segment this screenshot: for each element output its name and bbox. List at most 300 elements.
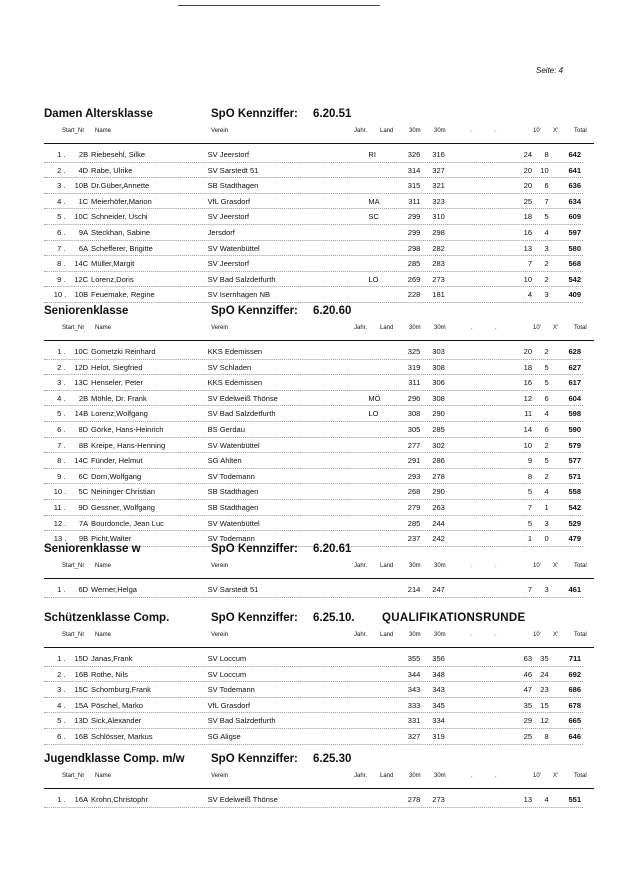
start-number: 16B <box>74 731 89 741</box>
rank: 1 . <box>57 347 66 356</box>
col-x: X' <box>553 773 559 779</box>
start-number: 14C <box>74 259 89 269</box>
col-name: Name <box>95 632 112 638</box>
tens-count: 18 <box>523 362 533 372</box>
tens-count: 7 <box>527 585 533 594</box>
start-number: 10B <box>74 290 89 300</box>
tens-count: 13 <box>523 243 533 253</box>
x-count: 3 <box>544 518 549 528</box>
club-name: SV Watenbüttel <box>207 243 260 253</box>
x-count: 8 <box>544 150 549 159</box>
table-row <box>44 241 583 257</box>
club-name: SV Todemann <box>207 534 255 544</box>
score-30m-1: 355 <box>407 654 421 663</box>
rank: 1 . <box>57 585 66 594</box>
athlete-name: Müller,Margit <box>91 259 135 269</box>
results-section <box>44 612 594 745</box>
start-number: 13D <box>74 716 89 726</box>
col-jahr: Jahr. <box>354 325 368 331</box>
section-title: Damen Altersklasse <box>44 108 153 120</box>
col-jahr: Jahr. <box>354 563 368 569</box>
tens-count: 8 <box>527 471 533 481</box>
score-30m-2: 343 <box>432 685 445 695</box>
start-number: 13C <box>74 378 89 388</box>
score-30m-1: 299 <box>407 212 421 222</box>
col-land: Land <box>380 563 394 569</box>
rank: 9 . <box>57 471 66 481</box>
athlete-name: Fünder, Helmut <box>91 456 143 466</box>
club-name: SV Jeerstorf <box>207 212 250 222</box>
score-30m-1: 277 <box>407 440 421 450</box>
col-x: X' <box>553 128 559 134</box>
table-row <box>44 438 583 454</box>
tens-count: 4 <box>527 290 533 300</box>
spo-code: 6.20.61 <box>313 543 352 555</box>
start-number: 6A <box>78 243 89 253</box>
col-total: Total <box>574 128 587 134</box>
score-30m-2: 286 <box>432 456 445 466</box>
score-30m-2: 310 <box>432 212 445 222</box>
start-number: 8B <box>78 440 89 450</box>
tens-count: 7 <box>527 259 533 269</box>
land-code: MA <box>368 196 380 206</box>
tens-count: 35 <box>523 700 533 710</box>
athlete-name: Rothe, Nils <box>91 669 128 679</box>
club-name: Jersdorf <box>207 227 235 237</box>
score-30m-2: 321 <box>432 181 445 191</box>
club-name: SB Stadthagen <box>207 181 259 191</box>
tens-count: 46 <box>523 669 533 679</box>
total-score: 609 <box>568 212 582 222</box>
section-header <box>44 305 594 323</box>
x-count: 12 <box>540 716 549 726</box>
start-number: 12D <box>74 362 89 372</box>
col-tens: 10' <box>533 128 541 134</box>
tens-count: 29 <box>523 716 533 726</box>
rank: 2 . <box>57 362 66 372</box>
athlete-name: Möhle, Dr. Frank <box>91 393 147 403</box>
section-header <box>44 612 594 630</box>
rank: 6 . <box>57 227 66 237</box>
x-count: 0 <box>544 534 549 544</box>
athlete-name: Werner,Helga <box>91 585 137 594</box>
score-30m-2: 345 <box>432 700 445 710</box>
section-title: Jugendklasse Comp. m/w <box>44 753 185 765</box>
score-30m-2: 242 <box>432 534 445 544</box>
column-header <box>44 128 594 140</box>
athlete-name: Kreipe, Hans-Henning <box>91 440 166 450</box>
x-count: 3 <box>544 585 549 594</box>
total-score: 634 <box>568 196 582 206</box>
x-count: 15 <box>540 700 549 710</box>
score-30m-2: 263 <box>432 502 445 512</box>
table-row <box>44 469 583 485</box>
col-total: Total <box>574 773 587 779</box>
rank: 9 . <box>57 274 66 284</box>
x-count: 2 <box>544 440 549 450</box>
club-name: SV Bad Salzdetfurth <box>207 274 276 284</box>
club-name: SV Bad Salzdetfurth <box>207 716 276 726</box>
col-dot-1: . <box>471 325 473 331</box>
tens-count: 47 <box>523 685 533 695</box>
total-score: 642 <box>568 150 582 159</box>
x-count: 1 <box>544 502 549 512</box>
x-count: 6 <box>544 181 549 191</box>
header-rule <box>44 578 594 579</box>
total-score: 636 <box>568 181 582 191</box>
start-number: 10C <box>74 347 89 356</box>
spo-label: SpO Kennziffer: <box>211 543 298 555</box>
col-30m-1: 30m <box>409 325 421 331</box>
score-30m-2: 247 <box>432 585 445 594</box>
score-30m-1: 343 <box>407 685 421 695</box>
club-name: SV Schladen <box>207 362 252 372</box>
col-dot-2: . <box>495 632 497 638</box>
score-30m-1: 308 <box>407 409 421 419</box>
rank: 2 . <box>57 669 66 679</box>
table-row <box>44 272 583 288</box>
score-30m-2: 290 <box>432 409 445 419</box>
col-x: X' <box>553 325 559 331</box>
col-verein: Verein <box>211 325 229 331</box>
x-count: 35 <box>540 654 549 663</box>
athlete-name: Schefferer, Brigitte <box>91 243 153 253</box>
table-row <box>44 194 583 210</box>
athlete-name: Steckhan, Sabine <box>91 227 151 237</box>
start-number: 9D <box>78 502 89 512</box>
score-30m-2: 298 <box>432 227 445 237</box>
tens-count: 24 <box>523 150 533 159</box>
score-30m-1: 311 <box>408 196 421 206</box>
tens-count: 14 <box>523 424 533 434</box>
total-score: 678 <box>568 700 582 710</box>
rank: 1 . <box>57 795 66 804</box>
table-row <box>44 667 583 683</box>
athlete-name: Krohn,Christophr <box>91 795 149 804</box>
score-30m-1: 319 <box>407 362 421 372</box>
spo-label: SpO Kennziffer: <box>211 305 298 317</box>
total-score: 461 <box>568 585 582 594</box>
start-number: 15D <box>74 654 89 663</box>
col-30m-2: 30m <box>434 128 446 134</box>
col-jahr: Jahr. <box>354 632 368 638</box>
score-30m-1: 296 <box>407 393 421 403</box>
x-count: 24 <box>540 669 549 679</box>
start-number: 15C <box>74 685 89 695</box>
table-row <box>44 484 583 500</box>
score-30m-1: 314 <box>407 165 421 175</box>
total-score: 558 <box>568 487 582 497</box>
total-score: 590 <box>568 424 582 434</box>
score-30m-2: 244 <box>432 518 445 528</box>
col-tens: 10' <box>533 563 541 569</box>
col-land: Land <box>380 773 394 779</box>
start-number: 1C <box>78 196 89 206</box>
total-score: 571 <box>568 471 582 481</box>
table-row <box>44 163 583 179</box>
score-30m-2: 273 <box>432 795 445 804</box>
table-row <box>44 287 583 303</box>
score-30m-1: 327 <box>407 731 421 741</box>
section-header <box>44 543 594 561</box>
header-rule <box>44 788 594 789</box>
col-x: X' <box>553 632 559 638</box>
col-dot-1: . <box>471 773 473 779</box>
col-30m-1: 30m <box>409 773 421 779</box>
col-30m-2: 30m <box>434 632 446 638</box>
score-30m-1: 278 <box>407 795 421 804</box>
section-header <box>44 108 594 126</box>
land-code: LO <box>368 274 379 284</box>
score-30m-2: 327 <box>432 165 445 175</box>
club-name: SG Ahlten <box>207 456 242 466</box>
club-name: SG Aligse <box>207 731 241 741</box>
club-name: BS Gerdau <box>207 424 245 434</box>
athlete-name: Picht,Walter <box>91 534 132 544</box>
score-30m-1: 279 <box>407 502 421 512</box>
tens-count: 9 <box>527 456 533 466</box>
total-score: 628 <box>568 347 582 356</box>
col-x: X' <box>553 563 559 569</box>
col-30m-2: 30m <box>434 325 446 331</box>
col-name: Name <box>95 325 112 331</box>
total-score: 542 <box>568 502 582 512</box>
col-tens: 10' <box>533 773 541 779</box>
col-30m-1: 30m <box>409 128 421 134</box>
x-count: 5 <box>544 456 549 466</box>
col-start-nr: Start_Nr <box>62 128 85 134</box>
club-name: VfL Grasdorf <box>207 700 251 710</box>
club-name: SV Edelweiß Thönse <box>207 795 278 804</box>
results-section <box>44 753 594 808</box>
athlete-name: Feuemake, Regine <box>91 290 155 300</box>
score-30m-1: 333 <box>407 700 421 710</box>
col-total: Total <box>574 563 587 569</box>
athlete-name: Görke, Hans-Heinrich <box>91 424 164 434</box>
x-count: 5 <box>544 362 549 372</box>
section-title: Seniorenklasse w <box>44 543 141 555</box>
column-header <box>44 563 594 575</box>
start-number: 2B <box>78 150 89 159</box>
rank: 2 . <box>57 165 66 175</box>
score-30m-1: 326 <box>407 150 421 159</box>
tens-count: 5 <box>527 518 533 528</box>
score-30m-1: 237 <box>407 534 421 544</box>
athlete-name: Helot, Siegfried <box>91 362 143 372</box>
section-header <box>44 753 594 771</box>
col-land: Land <box>380 325 394 331</box>
score-30m-2: 303 <box>432 347 445 356</box>
tens-count: 16 <box>523 378 533 388</box>
x-count: 6 <box>544 393 549 403</box>
spo-label: SpO Kennziffer: <box>211 753 298 765</box>
col-tens: 10' <box>533 325 541 331</box>
x-count: 8 <box>544 731 549 741</box>
rank: 4 . <box>57 700 66 710</box>
club-name: SB Stadthagen <box>207 487 259 497</box>
col-30m-1: 30m <box>409 563 421 569</box>
table-row <box>44 391 583 407</box>
col-total: Total <box>574 325 587 331</box>
rank: 4 . <box>57 393 66 403</box>
col-dot-2: . <box>495 325 497 331</box>
rank: 13 . <box>53 534 67 544</box>
athlete-name: Schneider, Uschi <box>91 212 148 222</box>
total-score: 542 <box>568 274 582 284</box>
x-count: 7 <box>544 196 549 206</box>
rank: 11 . <box>53 502 66 512</box>
table-row <box>44 500 583 516</box>
col-start-nr: Start_Nr <box>62 563 85 569</box>
total-score: 604 <box>568 393 582 403</box>
tens-count: 10 <box>523 440 533 450</box>
table-row <box>44 422 583 438</box>
rank: 6 . <box>57 731 66 741</box>
total-score: 711 <box>568 654 582 663</box>
rank: 3 . <box>57 181 66 191</box>
col-total: Total <box>574 632 587 638</box>
section-title: Seniorenklasse <box>44 305 129 317</box>
start-number: 9B <box>78 534 89 544</box>
score-30m-1: 344 <box>407 669 421 679</box>
start-number: 9A <box>78 227 89 237</box>
rank: 10 . <box>53 290 67 300</box>
tens-count: 20 <box>523 165 533 175</box>
section-title: Schützenklasse Comp. <box>44 612 170 624</box>
club-name: SV Loccum <box>207 669 247 679</box>
total-score: 409 <box>568 290 582 300</box>
col-start-nr: Start_Nr <box>62 632 85 638</box>
col-verein: Verein <box>211 632 229 638</box>
score-30m-1: 311 <box>408 378 421 388</box>
col-dot-2: . <box>495 563 497 569</box>
col-dot-2: . <box>495 128 497 134</box>
table-row <box>44 147 583 163</box>
score-30m-2: 306 <box>432 378 445 388</box>
athlete-name: Dorn,Wolfgang <box>91 471 142 481</box>
rank: 10 . <box>53 487 67 497</box>
header-rule <box>44 143 594 144</box>
column-header <box>44 773 594 785</box>
x-count: 2 <box>544 347 549 356</box>
rank: 7 . <box>57 440 66 450</box>
club-name: SV Isernhagen NB <box>207 290 271 300</box>
athlete-name: Meierhöfer,Marion <box>91 196 152 206</box>
tens-count: 18 <box>523 212 533 222</box>
tens-count: 20 <box>523 347 533 356</box>
start-number: 5C <box>78 487 89 497</box>
col-verein: Verein <box>211 773 229 779</box>
athlete-name: Henseler, Peter <box>91 378 143 388</box>
score-30m-1: 285 <box>407 259 421 269</box>
score-30m-2: 319 <box>432 731 445 741</box>
tens-count: 25 <box>523 731 533 741</box>
spo-code: 6.20.51 <box>313 108 352 120</box>
club-name: SV Todemann <box>207 685 255 695</box>
total-score: 577 <box>568 456 582 466</box>
total-score: 597 <box>568 227 582 237</box>
total-score: 529 <box>568 518 582 528</box>
column-header <box>44 632 594 644</box>
header-rule <box>44 340 594 341</box>
land-code: SC <box>368 212 379 222</box>
col-name: Name <box>95 563 112 569</box>
athlete-name: Schomburg,Frank <box>91 685 151 695</box>
club-name: KKS Edemissen <box>207 378 263 388</box>
score-30m-2: 323 <box>432 196 445 206</box>
table-row <box>44 178 583 194</box>
total-score: 551 <box>568 795 582 804</box>
club-name: SV Sarstedt 51 <box>207 165 259 175</box>
athlete-name: Riebesehl, Silke <box>91 150 146 159</box>
table-row <box>44 225 583 241</box>
start-number: 2B <box>78 393 89 403</box>
table-row <box>44 651 583 667</box>
rank: 8 . <box>57 259 66 269</box>
tens-count: 7 <box>527 502 533 512</box>
rank: 7 . <box>57 243 66 253</box>
club-name: VfL Grasdorf <box>207 196 251 206</box>
rank: 8 . <box>57 456 66 466</box>
tens-count: 1 <box>527 534 533 544</box>
table-row <box>44 698 583 714</box>
start-number: 7A <box>78 518 89 528</box>
athlete-name: Schlösser, Markus <box>91 731 153 741</box>
total-score: 479 <box>568 534 582 544</box>
athlete-name: Rabe, Ulrike <box>91 165 133 175</box>
score-30m-1: 305 <box>407 424 421 434</box>
table-row <box>44 360 583 376</box>
x-count: 4 <box>544 227 549 237</box>
score-30m-2: 348 <box>432 669 445 679</box>
results-section <box>44 543 594 598</box>
start-number: 4D <box>78 165 89 175</box>
col-30m-2: 30m <box>434 563 446 569</box>
score-30m-1: 228 <box>407 290 421 300</box>
spo-label: SpO Kennziffer: <box>211 108 298 120</box>
athlete-name: Janas,Frank <box>91 654 133 663</box>
x-count: 4 <box>544 795 549 804</box>
athlete-name: Gometzki Reinhard <box>91 347 156 356</box>
score-30m-1: 293 <box>407 471 421 481</box>
spo-code: 6.25.10. <box>313 612 355 624</box>
top-rule <box>178 5 380 6</box>
land-code: RI <box>368 150 376 159</box>
x-count: 10 <box>540 165 549 175</box>
col-verein: Verein <box>211 563 229 569</box>
rank: 5 . <box>57 409 66 419</box>
land-code: LO <box>368 409 379 419</box>
table-row <box>44 516 583 532</box>
tens-count: 13 <box>523 795 533 804</box>
score-30m-1: 285 <box>407 518 421 528</box>
total-score: 579 <box>568 440 582 450</box>
table-row <box>44 406 583 422</box>
score-30m-1: 315 <box>407 181 421 191</box>
club-name: KKS Edemissen <box>207 347 263 356</box>
table-row <box>44 344 583 360</box>
col-30m-2: 30m <box>434 773 446 779</box>
col-start-nr: Start_Nr <box>62 325 85 331</box>
x-count: 2 <box>544 274 549 284</box>
club-name: SV Edelweiß Thönse <box>207 393 278 403</box>
score-30m-1: 214 <box>407 585 421 594</box>
table-row <box>44 713 583 729</box>
start-number: 10C <box>74 212 89 222</box>
tens-count: 11 <box>524 409 533 419</box>
x-count: 6 <box>544 424 549 434</box>
col-start-nr: Start_Nr <box>62 773 85 779</box>
